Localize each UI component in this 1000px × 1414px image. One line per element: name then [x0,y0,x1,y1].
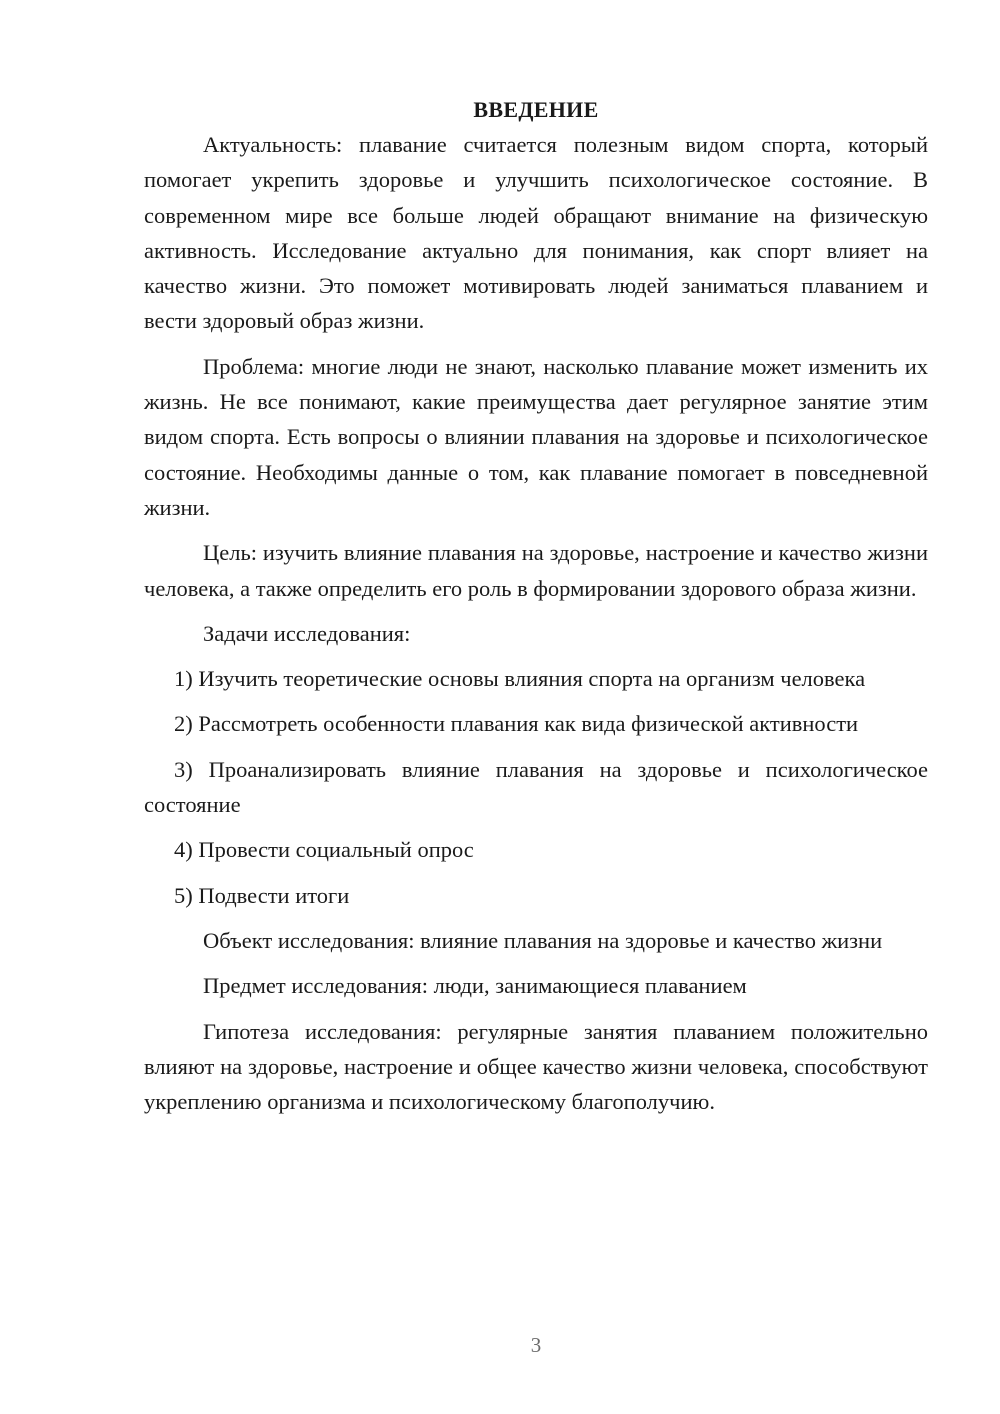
task-item-2: 2) Рассмотреть особенности плавания как вида физической активности [174,711,859,737]
task-item-1: 1) Изучить теоретические основы влияния спорта на организм человека [174,666,866,692]
paragraph-tasks-heading: Задачи исследования: [203,620,411,646]
task-item-5: 5) Подвести итоги [174,882,350,908]
paragraph-relevance: Актуальность: плавание считается полезным видом спорта, который помогает укрепить здоровье и улучшить психологическое состояние. В современном мире все больше людей обращают внимание на физическую активность. Исследование актуально для понимания, как спорт влияет на качество жизни. Это поможет мотивировать людей заниматься плаванием и вести здоровый образ жизни. [144,132,928,334]
paragraph-subject: Предмет исследования: люди, занимающиеся плаванием [203,973,747,999]
task-item-3: 3) Проанализировать влияние плавания на здоровье и психологическое состояние [144,756,928,818]
paragraph-object: Объект исследования: влияние плавания на здоровье и качество жизни [203,927,883,953]
paragraph-problem: Проблема: многие люди не знают, насколько плавание может изменить их жизнь. Не все понимают, какие преимущества дает регулярное занятие этим видом спорта. Есть вопросы о влиянии плавания на здоровье и психологическое состояние. Необходимы данные о том, как плавание помогает в повседневной жизни. [144,353,928,520]
paragraph-hypothesis: Гипотеза исследования: регулярные занятия плаванием положительно влияют на здоровье, настроение и общее качество жизни человека, способствуют укреплению организма и психологическому благополучию. [144,1018,928,1115]
task-item-4: 4) Провести социальный опрос [174,837,474,863]
document-page [144,92,928,1119]
page-title: ВВЕДЕНИЕ [473,97,599,122]
page-number: 3 [530,1333,542,1357]
paragraph-goal: Цель: изучить влияние плавания на здоровье, настроение и качество жизни человека, а также определить его роль в формировании здорового образа жизни. [144,540,928,601]
